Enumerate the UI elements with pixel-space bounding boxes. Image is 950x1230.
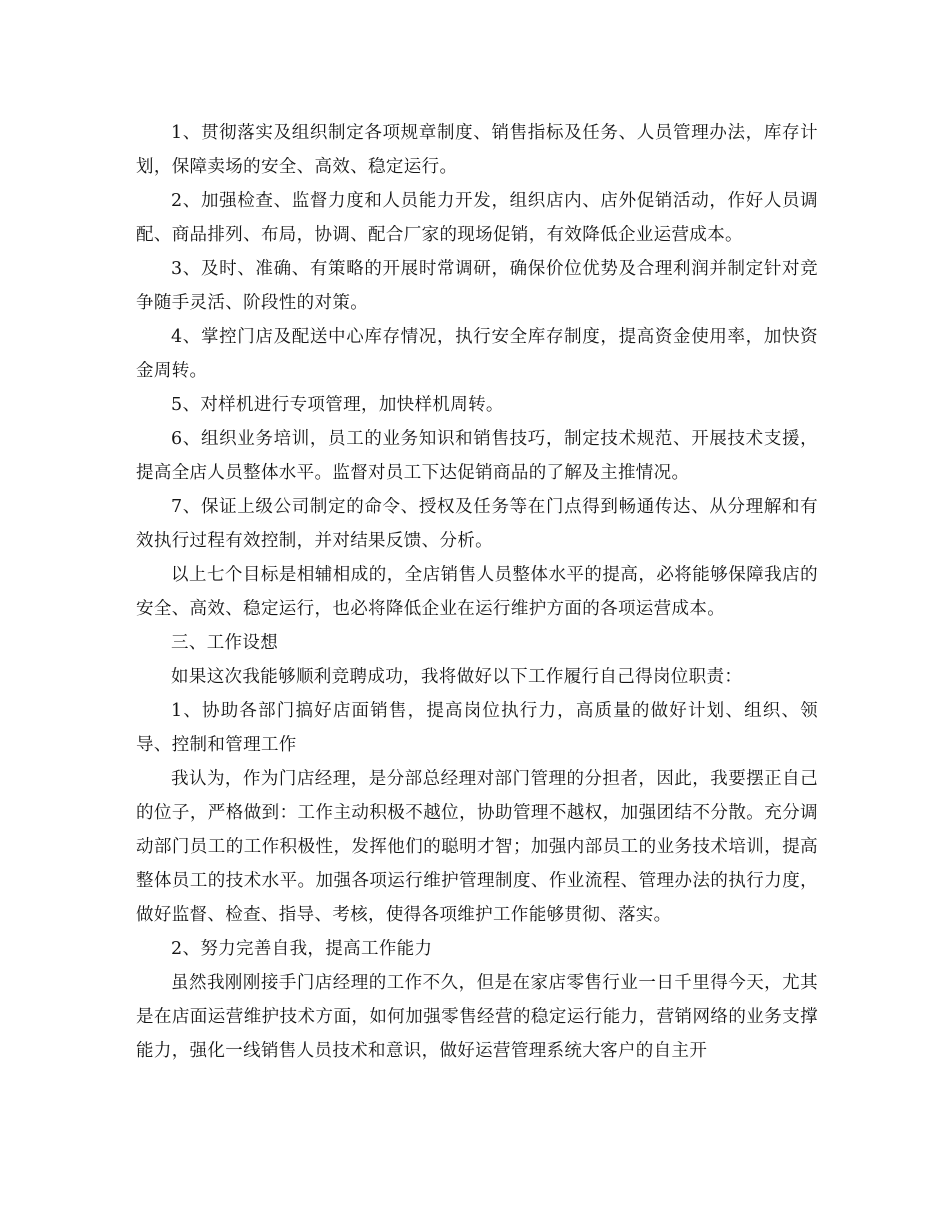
paragraph-goal-7: 7、保证上级公司制定的命令、授权及任务等在门点得到畅通传达、从分理解和有效执行过程有效控制，并对结果反馈、分析。 xyxy=(136,497,818,551)
document-body xyxy=(136,116,818,1068)
paragraph-goal-2: 2、加强检查、监督力度和人员能力开发，组织店内、店外促销活动，作好人员调配、商品排列、布局，协调、配合厂家的现场促销，有效降低企业运营成本。 xyxy=(136,191,818,245)
section-heading-work-plan: 三、工作设想 xyxy=(171,633,279,653)
paragraph-goal-6: 6、组织业务培训，员工的业务知识和销售技巧，制定技术规范、开展技术支援，提高全店人员整体水平。监督对员工下达促销商品的了解及主推情况。 xyxy=(136,429,818,483)
paragraph-goal-5: 5、对样机进行专项管理，加快样机周转。 xyxy=(171,395,504,415)
paragraph-goal-1: 1、贯彻落实及组织制定各项规章制度、销售指标及任务、人员管理办法，库存计划，保障卖场的安全、高效、稳定运行。 xyxy=(136,123,818,177)
paragraph-plan-intro: 如果这次我能够顺利竞聘成功，我将做好以下工作履行自己得岗位职责： xyxy=(171,667,743,687)
paragraph-plan-item-2-detail: 虽然我刚刚接手门店经理的工作不久，但是在家店零售行业一日千里得今天，尤其是在店面运营维护技术方面，如何加强零售经营的稳定运行能力，营销网络的业务支撑能力，强化一线销售人员技术和意识，做好运营管理系统大客户的自主开 xyxy=(136,973,818,1061)
paragraph-goal-4: 4、掌控门店及配送中心库存情况，执行安全库存制度，提高资金使用率，加快资金周转。 xyxy=(136,327,818,381)
paragraph-goal-3: 3、及时、准确、有策略的开展时常调研，确保价位优势及合理利润并制定针对竞争随手灵活、阶段性的对策。 xyxy=(136,259,818,313)
paragraph-goals-summary: 以上七个目标是相辅相成的，全店销售人员整体水平的提高，必将能够保障我店的安全、高效、稳定运行，也必将降低企业在运行维护方面的各项运营成本。 xyxy=(136,565,818,619)
paragraph-plan-item-2: 2、努力完善自我，提高工作能力 xyxy=(171,939,433,959)
paragraph-plan-item-1-detail: 我认为，作为门店经理，是分部总经理对部门管理的分担者，因此，我要摆正自己的位子，严格做到：工作主动积极不越位，协助管理不越权，加强团结不分散。充分调动部门员工的工作积极性，发挥他们的聪明才智；加强内部员工的业务技术培训，提高整体员工的技术水平。加强各项运行维护管理制度、作业流程、管理办法的执行力度，做好监督、检查、指导、考核，使得各项维护工作能够贯彻、落实。 xyxy=(136,769,818,925)
paragraph-plan-item-1: 1、协助各部门搞好店面销售，提高岗位执行力，高质量的做好计划、组织、领导、控制和管理工作 xyxy=(136,701,818,755)
